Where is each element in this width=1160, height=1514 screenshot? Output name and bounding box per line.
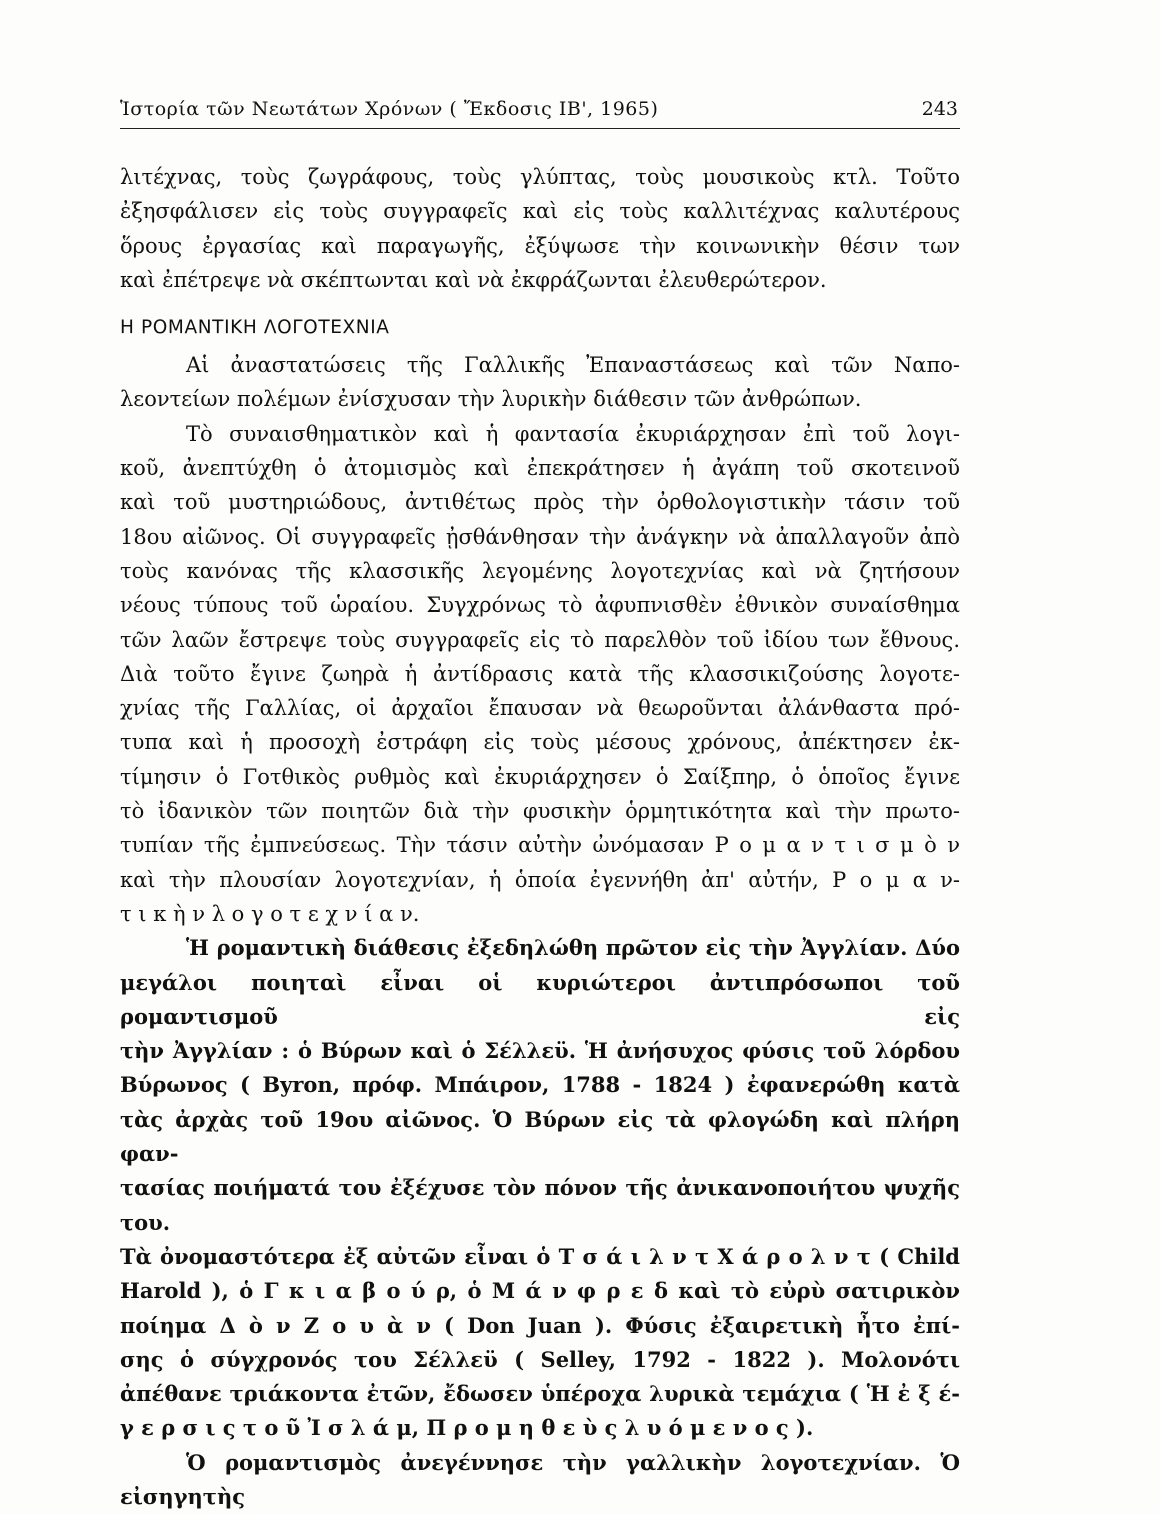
text-line: ὅρους ἐργασίας καὶ παραγωγῆς, ἐξύψωσε τὴν κοινωνικὴν θέσιν των: [120, 233, 960, 258]
text-line: κοῦ, ἀνεπτύχθη ὁ ἀτομισμὸς καὶ ἐπεκράτησεν ἡ ἀγάπη τοῦ σκοτεινοῦ: [120, 456, 960, 481]
text-line: καὶ ἐπέτρεψε νὰ σκέπτωνται καὶ νὰ ἐκφράζωνται ἐλευθερώτερον.: [120, 267, 827, 292]
running-header: [120, 98, 960, 129]
text-line: 18ου αἰῶνος. Οἱ συγγραφεῖς ᾐσθάνθησαν τὴν ἀνάγκην νὰ ἀπαλλαγοῦν ἀπὸ: [120, 524, 960, 549]
text-line: τίμησιν ὁ Γοτθικὸς ρυθμὸς καὶ ἐκυριάρχησεν ὁ Σαίξπηρ, ὁ ὁποῖος ἔγινε: [120, 764, 960, 789]
text-line: σης ὁ σύγχρονός του Σέλλεϋ ( Selley, 1792 - 1822 ). Μολονότι: [120, 1346, 960, 1372]
text-line: τὰς ἀρχὰς τοῦ 19ου αἰῶνος. Ὁ Βύρων εἰς τὰ φλογώδη καὶ πλήρη φαν-: [120, 1106, 960, 1167]
text-line: Βύρωνος ( Byron, πρόφ. Μπάιρον, 1788 - 1824 ) ἐφανερώθη κατὰ: [120, 1072, 960, 1098]
page-number: 243: [921, 98, 958, 120]
text-line: Διὰ τοῦτο ἔγινε ζωηρὰ ἡ ἀντίδρασις κατὰ τῆς κλασσικιζούσης λογοτε-: [120, 661, 960, 686]
text-line: τ ι κ ὴ ν λ ο γ ο τ ε χ ν ί α ν.: [120, 901, 420, 926]
text-line: Τὸ συναισθηματικὸν καὶ ἡ φαντασία ἐκυριάρχησαν ἐπὶ τοῦ λογι-: [186, 421, 960, 446]
section-heading: Η ΡΟΜΑΝΤΙΚΗ ΛΟΓΟΤΕΧΝΙΑ: [120, 317, 390, 339]
text-line: τυπίαν τῆς ἐμπνεύσεως. Τὴν τάσιν αὐτὴν ὠνόμασαν Ρ ο μ α ν τ ι σ μ ὸ ν: [120, 833, 960, 858]
text-line: τασίας ποιήματά του ἐξέχυσε τὸν πόνον τῆς ἀνικανοποιήτου ψυχῆς του.: [120, 1175, 960, 1235]
text-line: Harold ), ὁ Γ κ ι α β ο ύ ρ, ὁ Μ ά ν φ ρ ε δ καὶ τὸ εὐρὺ σατιρικὸν: [120, 1278, 960, 1304]
text-line: τῶν λαῶν ἔστρεψε τοὺς συγγραφεῖς εἰς τὸ παρελθὸν τοῦ ἰδίου των ἔθνους.: [120, 627, 960, 652]
text-line: καὶ τὴν πλουσίαν λογοτεχνίαν, ἡ ὁποία ἐγεννήθη ἀπ' αὐτήν, Ρ ο μ α ν-: [120, 867, 960, 892]
text-line: Τὰ ὀνομαστότερα ἐξ αὐτῶν εἶναι ὁ Τ σ ά ι λ ν τ Χ ά ρ ο λ ν τ ( Child: [120, 1243, 960, 1269]
paragraph-3: [120, 931, 960, 1445]
text-line: Ὁ ρομαντισμὸς ἀνεγέννησε τὴν γαλλικὴν λογοτεχνίαν. Ὁ εἰσηγητὴς: [120, 1449, 960, 1509]
text-line: νέους τύπους τοῦ ὡραίου. Συγχρόνως τὸ ἀφυπνισθὲν ἐθνικὸν συναίσθημα: [120, 593, 960, 618]
text-line: ἐξησφάλισεν εἰς τοὺς συγγραφεῖς καὶ εἰς τοὺς καλλιτέχνας καλυτέρους: [120, 199, 960, 224]
running-title: Ἱστορία τῶν Νεωτάτων Χρόνων ( Ἔκδοσις ΙΒ', 1965): [120, 98, 659, 120]
paragraph-1: [120, 348, 960, 417]
text-line: ποίημα Δ ὸ ν Ζ ο υ ὰ ν ( Don Juan ). Φύσις ἐξαιρετικὴ ἦτο ἐπί-: [120, 1312, 960, 1338]
text-line: τοὺς κανόνας τῆς κλασσικῆς λεγομένης λογοτεχνίας καὶ νὰ ζητήσουν: [120, 558, 960, 583]
text-line: ἀπέθανε τριάκοντα ἐτῶν, ἔδωσεν ὑπέροχα λυρικὰ τεμάχια ( Ἡ ἐ ξ έ-: [120, 1381, 960, 1407]
text-line: τὸ ἰδανικὸν τῶν ποιητῶν διὰ τὴν φυσικὴν ὁρμητικότητα καὶ τὴν πρωτο-: [120, 799, 960, 824]
paragraph-4: [120, 1446, 960, 1514]
text-line: χνίας τῆς Γαλλίας, οἱ ἀρχαῖοι ἔπαυσαν νὰ θεωροῦνται ἀλάνθαστα πρό-: [120, 696, 960, 721]
text-line: γ ε ρ σ ι ς τ ο ῦ Ἰ σ λ ά μ, Π ρ ο μ η θ ε ὺ ς λ υ ό μ ε ν ο ς ).: [120, 1415, 814, 1441]
text-line: λιτέχνας, τοὺς ζωγράφους, τοὺς γλύπτας, τοὺς μουσικοὺς κτλ. Τοῦτο: [120, 165, 960, 189]
text-line: τυπα καὶ ἡ προσοχὴ ἐστράφη εἰς τοὺς μέσους χρόνους, ἀπέκτησεν ἐκ-: [120, 730, 960, 755]
text-line: Ἡ ρομαντικὴ διάθεσις ἐξεδηλώθη πρῶτον εἰς τὴν Ἀγγλίαν. Δύο: [186, 935, 960, 961]
text-line: τὴν Ἀγγλίαν : ὁ Βύρων καὶ ὁ Σέλλεϋ. Ἡ ἀνήσυχος φύσις τοῦ λόρδου: [120, 1038, 960, 1064]
intro-paragraph: [120, 160, 960, 297]
paragraph-2: [120, 417, 960, 931]
page-body: [120, 160, 960, 1514]
text-line: καὶ τοῦ μυστηριώδους, ἀντιθέτως πρὸς τὴν ὀρθολογιστικὴν τάσιν τοῦ: [120, 490, 960, 515]
text-line: μεγάλοι ποιηταὶ εἶναι οἱ κυριώτεροι ἀντιπρόσωποι τοῦ ρομαντισμοῦ εἰς: [120, 969, 960, 1029]
text-line: Αἱ ἀναστατώσεις τῆς Γαλλικῆς Ἐπαναστάσεως καὶ τῶν Ναπο-: [186, 353, 960, 378]
text-line: λεοντείων πολέμων ἐνίσχυσαν τὴν λυρικὴν διάθεσιν τῶν ἀνθρώπων.: [120, 387, 862, 412]
